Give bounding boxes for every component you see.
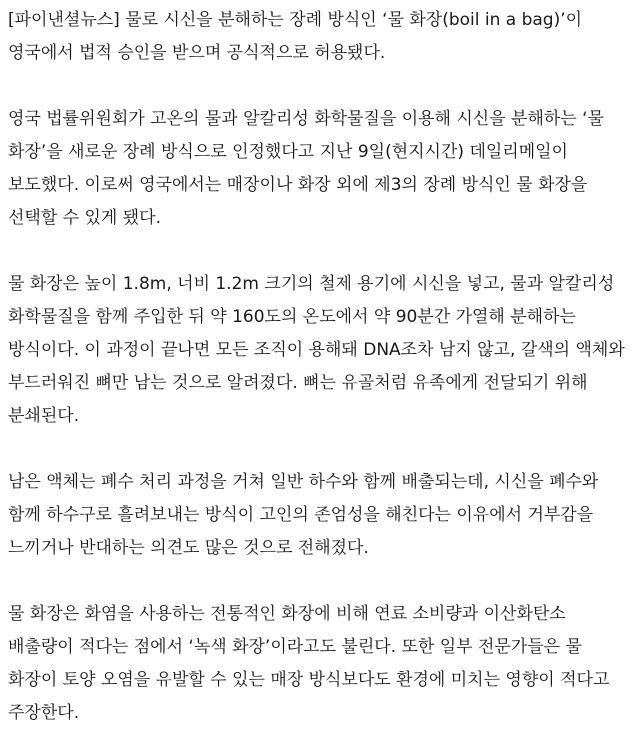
- text-line: 방식이다. 이 과정이 끝나면 모든 조직이 용해돼 DNA조차 남지 않고, 갈색의 액체와: [8, 340, 625, 360]
- text-line: 화학물질을 함께 주입한 뒤 약 160도의 온도에서 약 90분간 가열해 분해하는: [8, 307, 576, 327]
- text-line: 영국에서 법적 승인을 받으며 공식적으로 허용됐다.: [8, 43, 386, 63]
- text-line: 주장한다.: [8, 703, 80, 723]
- text-line: 선택할 수 있게 됐다.: [8, 208, 161, 228]
- paragraph-controversy: [8, 466, 625, 565]
- text-line: 물 화장은 높이 1.8m, 너비 1.2m 크기의 철제 용기에 시신을 넣고, 물과 알칼리성: [8, 274, 615, 294]
- text-line: 남은 액체는 폐수 처리 과정을 거쳐 일반 하수와 함께 배출되는데, 시신을 폐수와: [8, 472, 599, 492]
- paragraph-intro: [8, 4, 625, 70]
- paragraph-environment: [8, 598, 625, 730]
- text-line: [파이낸셜뉴스] 물로 시신을 분해하는 장례 방식인 ‘물 화장(boil in a bag)’이: [8, 10, 583, 30]
- text-line: 부드러워진 뼈만 남는 것으로 알려졌다. 뼈는 유골처럼 유족에게 전달되기 위해: [8, 373, 588, 393]
- text-line: 영국 법률위원회가 고온의 물과 알칼리성 화학물질을 이용해 시신을 분해하는 ‘물: [8, 109, 604, 129]
- text-line: 물 화장은 화염을 사용하는 전통적인 화장에 비해 연료 소비량과 이산화탄소: [8, 604, 566, 624]
- paragraph-process: [8, 268, 625, 433]
- text-line: 느끼거나 반대하는 의견도 많은 것으로 전해졌다.: [8, 538, 369, 558]
- text-line: 분쇄된다.: [8, 406, 80, 426]
- text-line: 배출량이 적다는 점에서 ‘녹색 화장’이라고도 불린다. 또한 일부 전문가들은 물: [8, 637, 582, 657]
- text-line: 화장’을 새로운 장례 방식으로 인정했다고 지난 9일(현지시간) 데일리메일이: [8, 142, 568, 162]
- paragraph-approval: [8, 103, 625, 235]
- text-line: 화장이 토양 오염을 유발할 수 있는 매장 방식보다도 환경에 미치는 영향이 적다고: [8, 670, 610, 690]
- text-line: 보도했다. 이로써 영국에서는 매장이나 화장 외에 제3의 장례 방식인 물 화장을: [8, 175, 588, 195]
- text-line: 함께 하수구로 흘려보내는 방식이 고인의 존엄성을 해친다는 이유에서 거부감을: [8, 505, 594, 525]
